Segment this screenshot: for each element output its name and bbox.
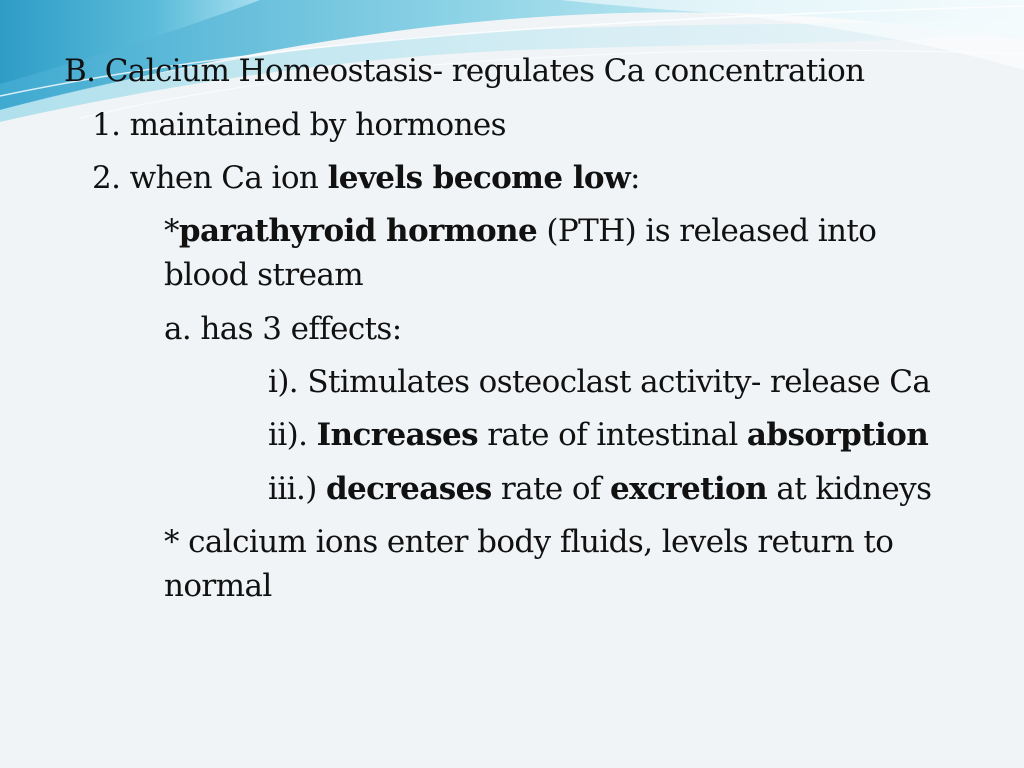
bold-text: decreases [325, 471, 492, 507]
pth-released-line [164, 209, 876, 253]
text-segment: a. has 3 effects: [164, 311, 402, 347]
text-segment: 1. maintained by hormones [92, 107, 506, 143]
text-segment: * [164, 213, 179, 249]
text-segment: B. Calcium Homeostasis- regulates Ca concentration [64, 53, 865, 89]
effect-i-osteoclast [268, 360, 930, 404]
effects-heading [164, 307, 402, 351]
point-1-maintained-by-hormones [92, 103, 506, 147]
bold-text: excretion [610, 471, 768, 507]
text-segment: : [630, 160, 640, 196]
effect-ii-absorption [268, 413, 928, 457]
text-segment: i). Stimulates osteoclast activity- release Ca [268, 364, 931, 400]
heading-calcium-homeostasis [64, 49, 865, 93]
result-calcium-ions-line-continued [164, 564, 272, 608]
text-segment: at kidneys [767, 471, 932, 507]
text-segment: blood stream [164, 257, 363, 293]
text-segment: * calcium ions enter body fluids, levels return to [164, 524, 894, 560]
text-segment: rate of intestinal [477, 417, 747, 453]
result-calcium-ions-line [164, 520, 893, 564]
text-segment: normal [164, 568, 272, 604]
text-segment: ii). [268, 417, 317, 453]
bold-text: absorption [746, 417, 929, 453]
bold-text: levels become low [327, 160, 631, 196]
text-segment: rate of [491, 471, 611, 507]
text-segment: 2. when Ca ion [92, 160, 328, 196]
effect-iii-excretion [268, 467, 931, 511]
pth-released-line-continued [164, 253, 363, 297]
bold-text: Increases [316, 417, 478, 453]
text-segment: (PTH) is released into [537, 213, 877, 249]
text-segment: iii.) [268, 471, 326, 507]
bold-text: parathyroid hormone [178, 213, 538, 249]
point-2-levels-become-low [92, 156, 640, 200]
